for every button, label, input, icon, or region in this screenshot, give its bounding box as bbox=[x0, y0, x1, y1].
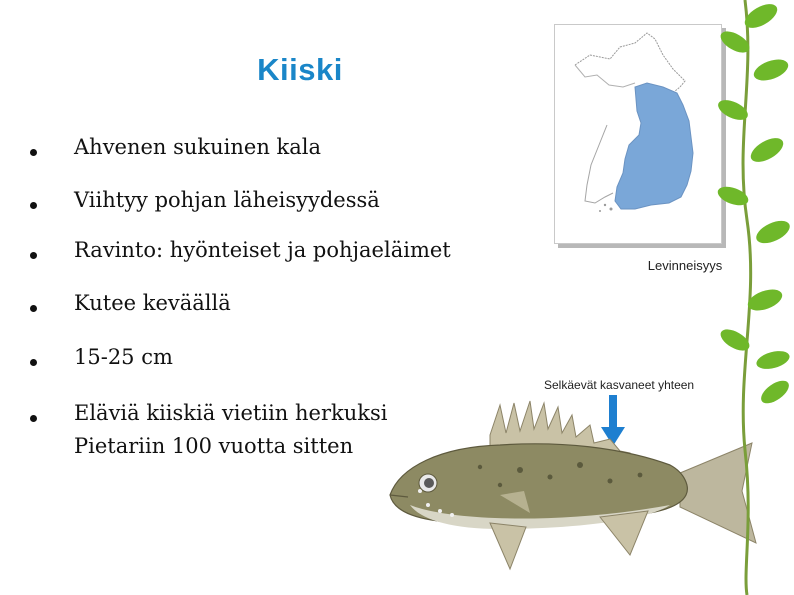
bullet-text: Eläviä kiiskiä vietiin herkuksi bbox=[74, 401, 388, 425]
bullet-dot-icon bbox=[30, 359, 37, 366]
finland-map-icon bbox=[555, 25, 721, 243]
distribution-map bbox=[554, 24, 722, 244]
ruffe-fish-illustration bbox=[380, 395, 770, 595]
slide-title: Kiiski bbox=[257, 52, 343, 87]
bullet-dot-icon bbox=[30, 149, 37, 156]
bullet-dot-icon bbox=[30, 305, 37, 312]
bullet-text: Ahvenen sukuinen kala bbox=[74, 135, 322, 159]
fish-caption: Selkäevät kasvaneet yhteen bbox=[544, 378, 695, 392]
bullet-text-continued: Pietariin 100 vuotta sitten bbox=[74, 434, 354, 458]
bullet-text: Viihtyy pohjan läheisyydessä bbox=[74, 188, 380, 212]
bullet-text: Ravinto: hyönteiset ja pohjaeläimet bbox=[74, 238, 451, 262]
bullet-dot-icon bbox=[30, 415, 37, 422]
vine-decoration bbox=[715, 0, 794, 595]
bullet-dot-icon bbox=[30, 202, 37, 209]
bullet-dot-icon bbox=[30, 252, 37, 259]
bullet-text: Kutee keväällä bbox=[74, 291, 231, 315]
map-caption: Levinneisyys bbox=[647, 258, 723, 273]
bullet-text: 15-25 cm bbox=[74, 345, 173, 369]
